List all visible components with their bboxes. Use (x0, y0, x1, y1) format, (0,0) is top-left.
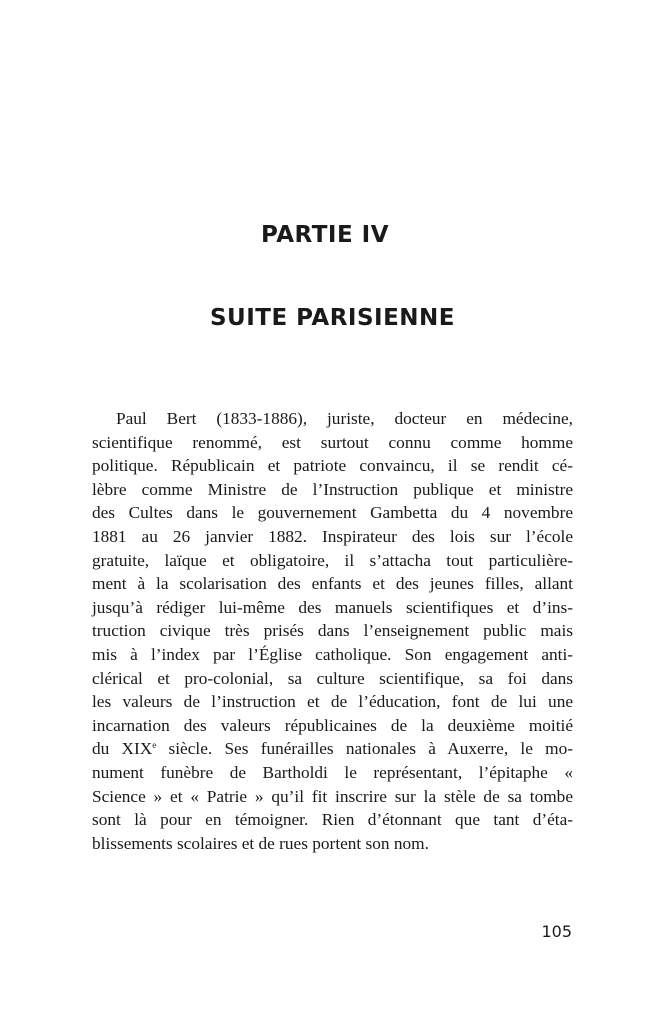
paragraph-line (92, 737, 573, 761)
paragraph-line: 1881 au 26 janvier 1882. Inspirateur des lois sur l’école (92, 526, 573, 546)
century-superscript: e (152, 740, 157, 751)
part-title: PARTIE IV (260, 222, 390, 248)
paragraph-line: truction civique très prisés dans l’enseignement public mais (92, 621, 573, 641)
paragraph-line: sont là pour en témoigner. Rien d’étonnant que tant d’éta- (92, 810, 573, 830)
paragraph-line: gratuite, laïque et obligatoire, il s’attacha tout particulière- (92, 550, 573, 570)
paragraph-line: Paul Bert (1833-1886), juriste, docteur en médecine, (116, 409, 573, 428)
paragraph-line: incarnation des valeurs républicaines de la deuxième moitié (92, 715, 573, 735)
body-paragraph (92, 407, 573, 855)
paragraph-line: ment à la scolarisation des enfants et des jeunes filles, allant (92, 574, 573, 594)
paragraph-line: blissements scolaires et de rues portent son nom. (92, 833, 429, 853)
paragraph-line: nument funèbre de Bartholdi le représentant, l’épitaphe « (92, 762, 573, 782)
paragraph-line: lèbre comme Ministre de l’Instruction publique et ministre (92, 479, 573, 499)
section-title: SUITE PARISIENNE (209, 305, 456, 331)
paragraph-line: scientifique renommé, est surtout connu comme homme (92, 432, 573, 452)
century-suffix: siècle. Ses funérailles nationales à Auxerre, le mo- (156, 739, 573, 759)
paragraph-line: jusqu’à rédiger lui-même des manuels scientifiques et d’ins- (92, 597, 573, 617)
paragraph-line: mis à l’index par l’Église catholique. Son engagement anti- (92, 644, 573, 664)
paragraph-line: clérical et pro-colonial, sa culture scientifique, sa foi dans (92, 668, 573, 688)
century-prefix: du XIX (92, 739, 153, 759)
paragraph-line: Science » et « Patrie » qu’il fit inscrire sur la stèle de sa tombe (92, 786, 573, 806)
paragraph-line: les valeurs de l’instruction et de l’éducation, font de lui une (92, 692, 573, 712)
paragraph-line: politique. Républicain et patriote convaincu, il se rendit cé- (92, 456, 573, 476)
page-number: 105 (541, 922, 572, 941)
paragraph-line: des Cultes dans le gouvernement Gambetta du 4 novembre (92, 503, 573, 523)
